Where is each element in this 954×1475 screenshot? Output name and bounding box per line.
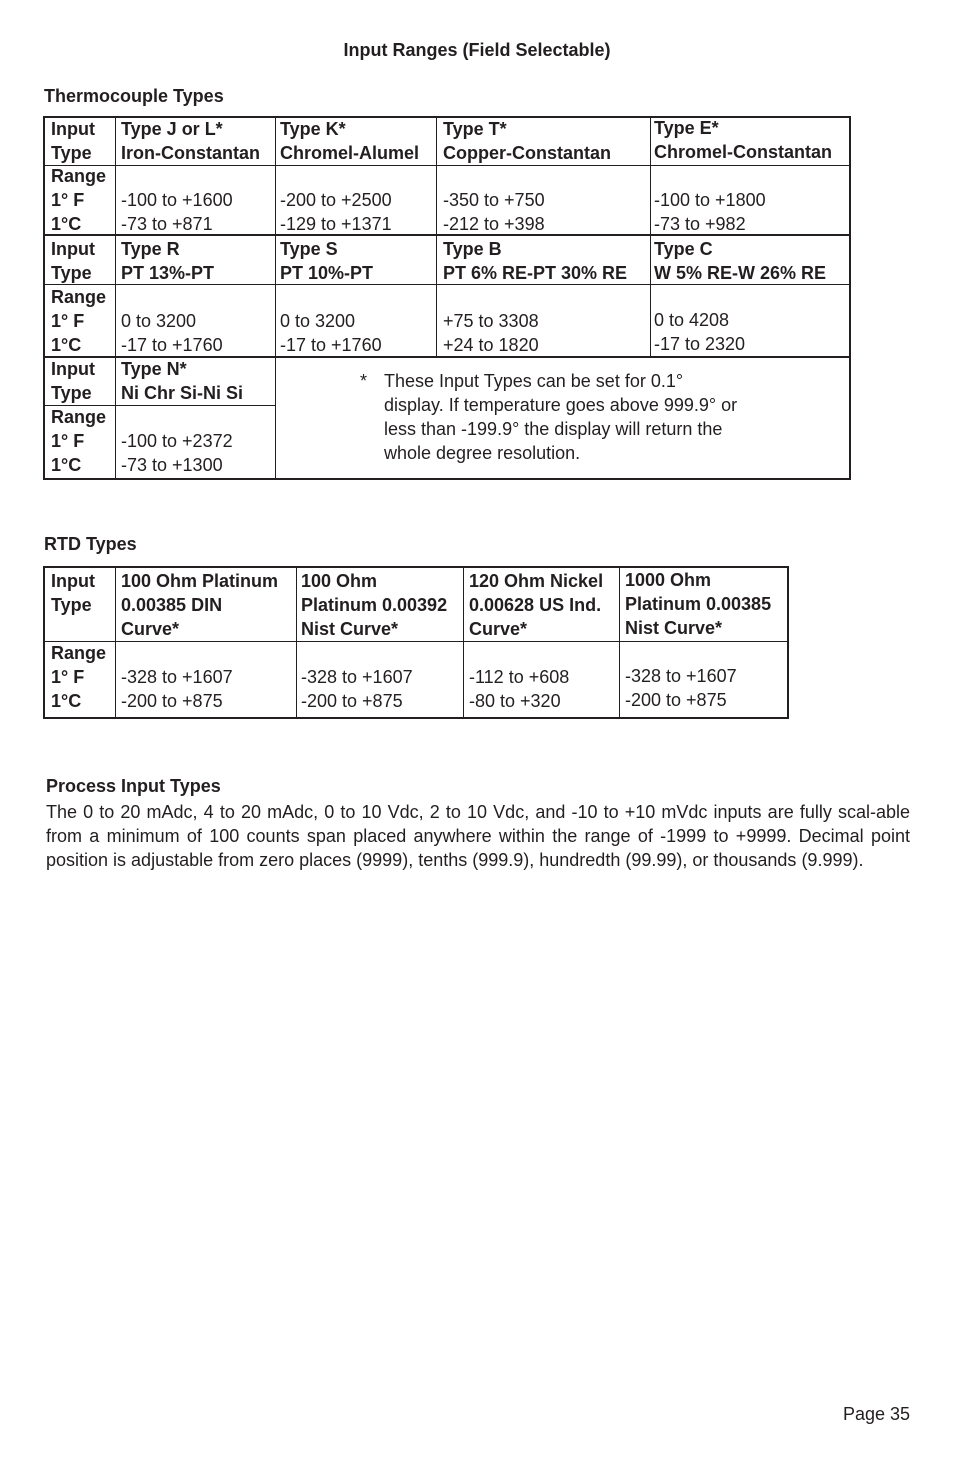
range-value: -350 to +750 -212 to +398	[443, 190, 545, 234]
range-value: 0 to 3200 -17 to +1760	[280, 311, 382, 355]
type-header: Type E* Chromel-Constantan	[654, 118, 833, 162]
type-header: Type R PT 13%-PT	[121, 239, 215, 283]
input-type-label: Input Type	[51, 359, 95, 403]
type-header: 100 Ohm Platinum 0.00392 Nist Curve*	[301, 571, 448, 639]
range-value: -328 to +1607 -200 to +875	[301, 667, 413, 711]
input-type-label: Input Type	[51, 571, 95, 615]
process-heading: Process Input Types	[46, 776, 221, 796]
input-type-label: Input Type	[51, 119, 95, 163]
range-value: -100 to +1600 -73 to +871	[121, 190, 233, 234]
type-header: Type J or L* Iron-Constantan	[121, 119, 260, 163]
range-label: Range 1° F 1°C	[51, 407, 107, 475]
input-type-label: Input Type	[51, 239, 95, 283]
range-value: -112 to +608 -80 to +320	[469, 667, 570, 711]
range-value: -100 to +2372 -73 to +1300	[121, 431, 233, 475]
type-header: Type B PT 6% RE-PT 30% RE	[443, 239, 628, 283]
process-paragraph: The 0 to 20 mAdc, 4 to 20 mAdc, 0 to 10 Vdc, 2 to 10 Vdc, and -10 to +10 mVdc inputs are fully scal-able from a minimum of 100 counts span placed anywhere within the range of -1999 to +9999. Decimal point position is adjustable from zero places (9999), tenths (999.9), hundredth (99.99), or thousands (9.999).	[46, 802, 910, 870]
footnote-asterisk: *	[360, 371, 368, 391]
rtd-heading: RTD Types	[44, 534, 137, 554]
range-value: -328 to +1607 -200 to +875	[121, 667, 233, 711]
type-header: 1000 Ohm Platinum 0.00385 Nist Curve*	[625, 570, 772, 638]
range-label: Range 1° F 1°C	[51, 166, 107, 234]
page-title: Input Ranges (Field Selectable)	[343, 40, 611, 60]
range-value: -200 to +2500 -129 to +1371	[280, 190, 392, 234]
type-header: Type C W 5% RE-W 26% RE	[654, 239, 827, 283]
range-value: +75 to 3308 +24 to 1820	[443, 311, 539, 355]
footnote-text: These Input Types can be set for 0.1° display. If temperature goes above 999.9° or less than -199.9° the display will return the whole degree resolution.	[384, 371, 738, 463]
type-header: Type K* Chromel-Alumel	[280, 119, 420, 163]
range-label: Range 1° F 1°C	[51, 287, 107, 355]
range-value: 0 to 4208 -17 to 2320	[654, 310, 746, 354]
range-value: 0 to 3200 -17 to +1760	[121, 311, 223, 355]
type-header: 120 Ohm Nickel 0.00628 US Ind. Curve*	[469, 571, 604, 639]
type-header: 100 Ohm Platinum 0.00385 DIN Curve*	[121, 571, 279, 639]
thermocouple-heading: Thermocouple Types	[44, 86, 224, 106]
type-header: Type T* Copper-Constantan	[443, 119, 611, 163]
type-header: Type N* Ni Chr Si-Ni Si	[121, 359, 244, 403]
range-value: -328 to +1607 -200 to +875	[625, 666, 737, 710]
range-value: -100 to +1800 -73 to +982	[654, 190, 766, 234]
page-number: Page 35	[842, 1404, 910, 1424]
type-header: Type S PT 10%-PT	[280, 239, 374, 283]
range-label: Range 1° F 1°C	[51, 643, 107, 711]
